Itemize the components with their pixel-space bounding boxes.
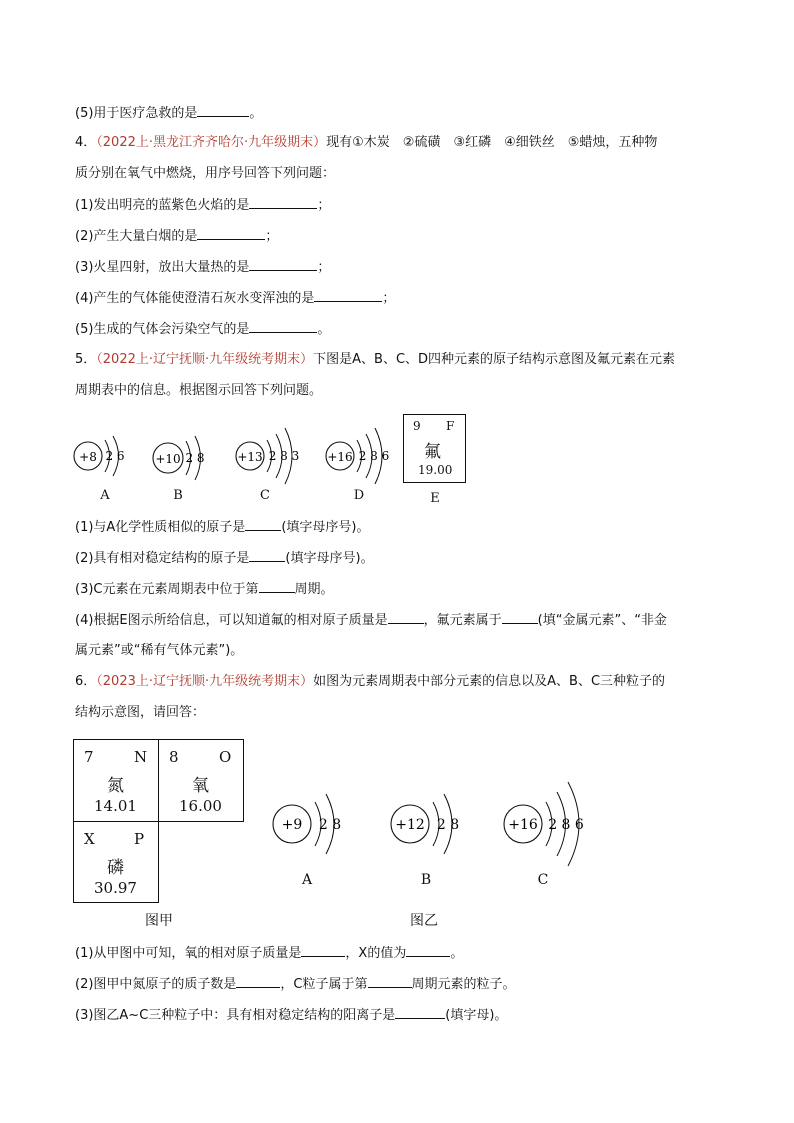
figure-caption-jia: 图甲 (145, 913, 173, 929)
svg-text:+8: +8 (79, 450, 97, 464)
svg-text:2 8 6: 2 8 6 (548, 817, 584, 833)
answer-blank[interactable] (197, 104, 249, 117)
answer-blank[interactable] (301, 944, 345, 957)
q4-item-3: (3)火星四射，放出大量热的是 ； (75, 260, 331, 275)
particle-label-b: B (420, 872, 432, 888)
svg-text:+12: +12 (395, 817, 425, 833)
q4-source: （2022上·黑龙江齐齐哈尔·九年级期末） (96, 135, 327, 150)
figure-caption-yi: 图乙 (410, 913, 438, 929)
svg-text:+10: +10 (155, 452, 181, 466)
svg-text:+16: +16 (327, 450, 353, 464)
svg-text:2 8 3: 2 8 3 (268, 449, 300, 463)
svg-text:2 8: 2 8 (185, 451, 205, 465)
answer-blank[interactable] (197, 227, 265, 240)
q5-item-4: (4)根据E图示所给信息，可以知道氟的相对原子质量是 ，氟元素属于 (填“金属元素”、“非金 (75, 613, 667, 628)
answer-blank[interactable] (314, 289, 382, 302)
atom-diagram-a (74, 436, 125, 476)
fluorine-element-card: 9 F 氟 19.00 (403, 414, 466, 483)
answer-blank[interactable] (259, 580, 295, 593)
q5-item-4-cont: 属元素”或“稀有气体元素”)。 (75, 643, 244, 658)
atom-diagram-b (153, 436, 205, 480)
q6-source: （2023上·辽宁抚顺·九年级统考期末） (96, 674, 314, 689)
q5-source: （2022上·辽宁抚顺·九年级统考期末） (96, 352, 314, 367)
svg-text:2 6: 2 6 (105, 449, 125, 463)
answer-blank[interactable] (249, 320, 317, 333)
svg-text:2 8: 2 8 (318, 817, 342, 833)
answer-blank[interactable] (406, 944, 450, 957)
answer-blank[interactable] (249, 549, 285, 562)
particle-label-a: A (301, 872, 313, 888)
q6-item-2: (2)图甲中氮原子的质子数是 ，C粒子属于第 周期元素的粒子。 (75, 977, 516, 992)
element-label-e: E (430, 491, 440, 506)
answer-blank[interactable] (236, 975, 280, 988)
particle-diagram-b (391, 794, 459, 854)
particle-label-c: C (537, 872, 549, 888)
q5-item-2: (2)具有相对稳定结构的原子是 (填字母序号)。 (75, 551, 374, 566)
q6-item-3: (3)图乙A~C三种粒子中：具有相对稳定结构的阳离子是 (填字母)。 (75, 1008, 508, 1023)
svg-text:2 8: 2 8 (436, 817, 460, 833)
atom-diagram-c (236, 428, 299, 484)
answer-blank[interactable] (245, 518, 281, 531)
atom-label-b: B (173, 488, 183, 503)
answer-blank[interactable] (502, 611, 538, 624)
svg-text:+9: +9 (281, 817, 303, 833)
nitrogen-element-card: 7 N 氮 14.01 (73, 739, 159, 822)
q6-particle-diagrams (0, 770, 794, 880)
q5-item-1: (1)与A化学性质相似的原子是 (填字母序号)。 (75, 520, 370, 535)
atom-label-d: D (353, 488, 365, 503)
particle-diagram-a (273, 794, 341, 854)
q5-stem-line2: 周期表中的信息。根据图示回答下列问题。 (75, 383, 323, 398)
svg-text:+13: +13 (237, 450, 263, 464)
q5-item-3: (3)C元素在元素周期表中位于第 周期。 (75, 582, 334, 597)
answer-blank[interactable] (249, 258, 317, 271)
q4-item-4: (4)产生的气体能使澄清石灰水变浑浊的是 ； (75, 291, 396, 306)
q4-item-1: (1)发出明亮的蓝紫色火焰的是 ； (75, 198, 331, 213)
atom-label-a: A (100, 488, 110, 503)
svg-text:+16: +16 (508, 817, 538, 833)
atom-diagram-d (326, 428, 389, 484)
q4-stem-line1: 4．（2022上·黑龙江齐齐哈尔·九年级期末）现有①木炭 ②硫磺 ③红磷 ④细铁丝 ⑤蜡烛，五种物 (75, 135, 658, 150)
q3-item5: (5)用于医疗急救的是 。 (75, 106, 263, 121)
q6-item-1: (1)从甲图中可知，氧的相对原子质量是 ，X的值为 。 (75, 946, 464, 961)
atom-label-c: C (260, 488, 270, 503)
q5-stem-line1: 5．（2022上·辽宁抚顺·九年级统考期末）下图是A、B、C、D四种元素的原子结构示意图及氟元素在元素 (75, 352, 676, 367)
answer-blank[interactable] (388, 611, 424, 624)
oxygen-element-card: 8 O 氧 16.00 (158, 739, 244, 822)
svg-text:2 8 6: 2 8 6 (358, 449, 390, 463)
q6-stem-line1: 6．（2023上·辽宁抚顺·九年级统考期末）如图为元素周期表中部分元素的信息以及A、B、C三种粒子的 (75, 674, 666, 689)
answer-blank[interactable] (368, 975, 412, 988)
q4-item-5: (5)生成的气体会污染空气的是 。 (75, 322, 331, 337)
q4-stem-line2: 质分别在氧气中燃烧，用序号回答下列问题： (75, 166, 336, 181)
answer-blank[interactable] (395, 1006, 445, 1019)
answer-blank[interactable] (249, 196, 317, 209)
q4-item-2: (2)产生大量白烟的是 ； (75, 229, 279, 244)
particle-diagram-c (504, 782, 584, 866)
q6-stem-line2: 结构示意图，请回答： (75, 705, 206, 720)
phosphorus-element-card: X P 磷 30.97 (73, 821, 159, 903)
